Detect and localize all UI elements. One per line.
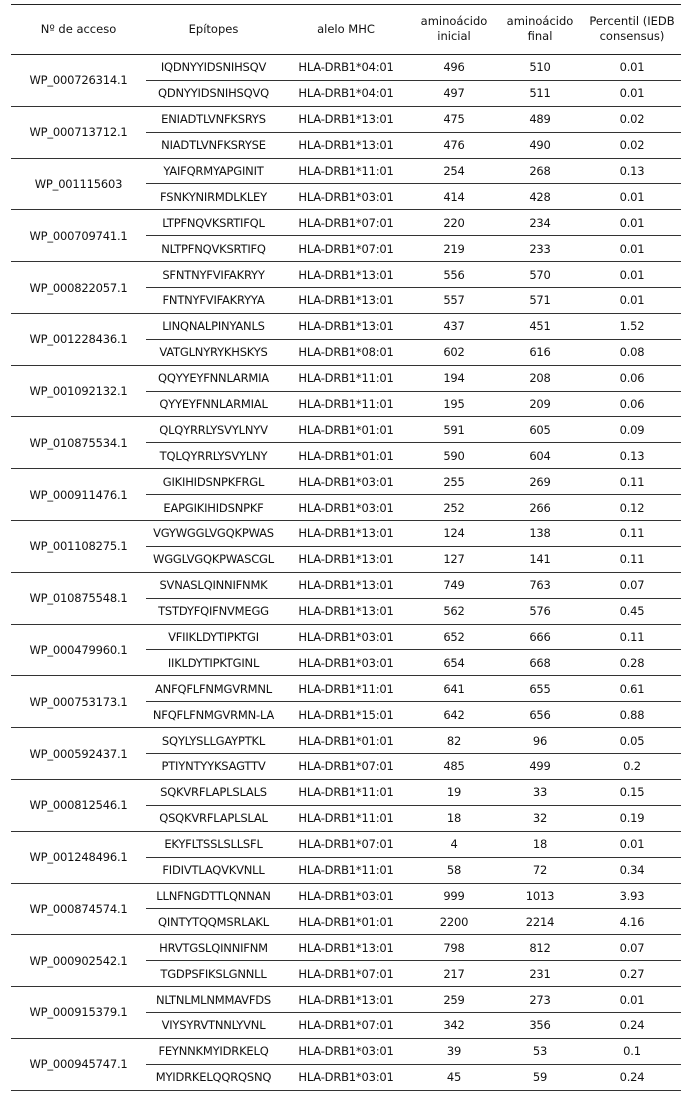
epitope-cell: SVNASLQINNIFNMK — [146, 572, 281, 598]
start-aa-cell: 254 — [411, 158, 497, 184]
start-aa-cell: 590 — [411, 443, 497, 469]
table-row — [11, 210, 681, 236]
accession-cell: WP_001228436.1 — [11, 313, 146, 365]
epitope-cell: QQYYEYFNNLARMIA — [146, 365, 281, 391]
header-row — [11, 4, 681, 55]
mhc-allele-cell: HLA-DRB1*13:01 — [281, 313, 411, 339]
epitope-cell: WGGLVGQKPWASCGL — [146, 546, 281, 572]
mhc-allele-cell: HLA-DRB1*15:01 — [281, 702, 411, 728]
percentile-cell: 0.07 — [583, 572, 681, 598]
table-row — [11, 624, 681, 650]
epitope-cell: QINTYTQQMSRLAKL — [146, 909, 281, 935]
table-row — [11, 728, 681, 754]
start-aa-cell: 476 — [411, 132, 497, 158]
end-aa-cell: 655 — [497, 676, 583, 702]
start-aa-cell: 195 — [411, 391, 497, 417]
start-aa-cell: 220 — [411, 210, 497, 236]
end-aa-cell: 428 — [497, 184, 583, 210]
table-row — [11, 417, 681, 443]
end-aa-cell: 59 — [497, 1064, 583, 1090]
percentile-cell: 0.01 — [583, 987, 681, 1013]
start-aa-cell: 496 — [411, 55, 497, 81]
table-row — [11, 935, 681, 961]
percentile-cell: 0.01 — [583, 80, 681, 106]
start-aa-cell: 45 — [411, 1064, 497, 1090]
percentile-cell: 0.13 — [583, 158, 681, 184]
mhc-allele-cell: HLA-DRB1*11:01 — [281, 805, 411, 831]
mhc-allele-cell: HLA-DRB1*07:01 — [281, 831, 411, 857]
start-aa-cell: 497 — [411, 80, 497, 106]
start-aa-cell: 641 — [411, 676, 497, 702]
percentile-cell: 0.02 — [583, 132, 681, 158]
table-row — [11, 469, 681, 495]
percentile-cell: 0.01 — [583, 184, 681, 210]
start-aa-cell: 2200 — [411, 909, 497, 935]
mhc-allele-cell: HLA-DRB1*01:01 — [281, 728, 411, 754]
table-row — [11, 521, 681, 547]
mhc-allele-cell: HLA-DRB1*13:01 — [281, 935, 411, 961]
end-aa-cell: 233 — [497, 236, 583, 262]
percentile-cell: 0.24 — [583, 1064, 681, 1090]
table-row — [11, 313, 681, 339]
header-start-aa: aminoácido inicial — [411, 4, 497, 55]
mhc-allele-cell: HLA-DRB1*03:01 — [281, 469, 411, 495]
start-aa-cell: 19 — [411, 779, 497, 805]
accession-cell: WP_000915379.1 — [11, 987, 146, 1039]
header-mhc-allele: alelo MHC — [281, 4, 411, 55]
epitope-cell: TQLQYRRLYSVYLNY — [146, 443, 281, 469]
end-aa-cell: 576 — [497, 598, 583, 624]
start-aa-cell: 4 — [411, 831, 497, 857]
table-row — [11, 572, 681, 598]
mhc-allele-cell: HLA-DRB1*01:01 — [281, 909, 411, 935]
epitope-cell: FSNKYNIRMDLKLEY — [146, 184, 281, 210]
table-row — [11, 831, 681, 857]
end-aa-cell: 208 — [497, 365, 583, 391]
table-header — [11, 4, 681, 55]
end-aa-cell: 356 — [497, 1012, 583, 1038]
mhc-allele-cell: HLA-DRB1*03:01 — [281, 624, 411, 650]
percentile-cell: 0.07 — [583, 935, 681, 961]
mhc-allele-cell: HLA-DRB1*13:01 — [281, 106, 411, 132]
percentile-cell: 0.08 — [583, 339, 681, 365]
percentile-cell: 0.11 — [583, 624, 681, 650]
end-aa-cell: 141 — [497, 546, 583, 572]
accession-cell: WP_000902542.1 — [11, 935, 146, 987]
epitope-cell: EAPGIKIHIDSNPKF — [146, 495, 281, 521]
percentile-cell: 0.34 — [583, 857, 681, 883]
start-aa-cell: 259 — [411, 987, 497, 1013]
mhc-allele-cell: HLA-DRB1*03:01 — [281, 184, 411, 210]
end-aa-cell: 33 — [497, 779, 583, 805]
accession-cell: WP_000945747.1 — [11, 1038, 146, 1090]
percentile-cell: 0.2 — [583, 754, 681, 780]
accession-cell: WP_010875548.1 — [11, 572, 146, 624]
start-aa-cell: 749 — [411, 572, 497, 598]
percentile-cell: 0.19 — [583, 805, 681, 831]
end-aa-cell: 570 — [497, 262, 583, 288]
epitope-cell: VIYSYRVTNNLYVNL — [146, 1012, 281, 1038]
header-epitopes: Epítopes — [146, 4, 281, 55]
accession-cell: WP_000709741.1 — [11, 210, 146, 262]
epitope-cell: QLQYRRLYSVYLNYV — [146, 417, 281, 443]
accession-cell: WP_001248496.1 — [11, 831, 146, 883]
percentile-cell: 0.27 — [583, 961, 681, 987]
mhc-allele-cell: HLA-DRB1*11:01 — [281, 779, 411, 805]
start-aa-cell: 798 — [411, 935, 497, 961]
end-aa-cell: 53 — [497, 1038, 583, 1064]
end-aa-cell: 96 — [497, 728, 583, 754]
end-aa-cell: 510 — [497, 55, 583, 81]
mhc-allele-cell: HLA-DRB1*11:01 — [281, 676, 411, 702]
header-end-aa: aminoácido final — [497, 4, 583, 55]
mhc-allele-cell: HLA-DRB1*07:01 — [281, 236, 411, 262]
end-aa-cell: 32 — [497, 805, 583, 831]
mhc-allele-cell: HLA-DRB1*07:01 — [281, 754, 411, 780]
mhc-allele-cell: HLA-DRB1*03:01 — [281, 495, 411, 521]
mhc-allele-cell: HLA-DRB1*03:01 — [281, 1064, 411, 1090]
start-aa-cell: 124 — [411, 521, 497, 547]
mhc-allele-cell: HLA-DRB1*11:01 — [281, 857, 411, 883]
percentile-cell: 0.02 — [583, 106, 681, 132]
start-aa-cell: 219 — [411, 236, 497, 262]
end-aa-cell: 18 — [497, 831, 583, 857]
table-body — [11, 55, 681, 1091]
end-aa-cell: 604 — [497, 443, 583, 469]
start-aa-cell: 217 — [411, 961, 497, 987]
start-aa-cell: 475 — [411, 106, 497, 132]
mhc-allele-cell: HLA-DRB1*13:01 — [281, 288, 411, 314]
mhc-allele-cell: HLA-DRB1*03:01 — [281, 883, 411, 909]
epitope-cell: MYIDRKELQQRQSNQ — [146, 1064, 281, 1090]
start-aa-cell: 342 — [411, 1012, 497, 1038]
end-aa-cell: 268 — [497, 158, 583, 184]
mhc-allele-cell: HLA-DRB1*13:01 — [281, 987, 411, 1013]
percentile-cell: 0.01 — [583, 262, 681, 288]
end-aa-cell: 656 — [497, 702, 583, 728]
table-row — [11, 158, 681, 184]
start-aa-cell: 255 — [411, 469, 497, 495]
epitope-cell: ENIADTLVNFKSRYS — [146, 106, 281, 132]
end-aa-cell: 234 — [497, 210, 583, 236]
epitope-cell: LTPFNQVKSRTIFQL — [146, 210, 281, 236]
mhc-allele-cell: HLA-DRB1*11:01 — [281, 391, 411, 417]
percentile-cell: 0.61 — [583, 676, 681, 702]
end-aa-cell: 266 — [497, 495, 583, 521]
percentile-cell: 0.01 — [583, 831, 681, 857]
accession-cell: WP_001115603 — [11, 158, 146, 210]
mhc-allele-cell: HLA-DRB1*13:01 — [281, 132, 411, 158]
end-aa-cell: 231 — [497, 961, 583, 987]
percentile-cell: 0.06 — [583, 391, 681, 417]
epitope-table — [11, 4, 681, 1091]
epitope-cell: GIKIHIDSNPKFRGL — [146, 469, 281, 495]
start-aa-cell: 252 — [411, 495, 497, 521]
percentile-cell: 0.11 — [583, 521, 681, 547]
percentile-cell: 0.11 — [583, 546, 681, 572]
percentile-cell: 0.01 — [583, 288, 681, 314]
percentile-cell: 0.1 — [583, 1038, 681, 1064]
mhc-allele-cell: HLA-DRB1*07:01 — [281, 961, 411, 987]
epitope-cell: EKYFLTSSLSLLSFL — [146, 831, 281, 857]
end-aa-cell: 2214 — [497, 909, 583, 935]
percentile-cell: 0.11 — [583, 469, 681, 495]
start-aa-cell: 556 — [411, 262, 497, 288]
percentile-cell: 0.01 — [583, 210, 681, 236]
start-aa-cell: 18 — [411, 805, 497, 831]
start-aa-cell: 437 — [411, 313, 497, 339]
mhc-allele-cell: HLA-DRB1*04:01 — [281, 80, 411, 106]
start-aa-cell: 654 — [411, 650, 497, 676]
percentile-cell: 0.09 — [583, 417, 681, 443]
percentile-cell: 0.01 — [583, 55, 681, 81]
end-aa-cell: 273 — [497, 987, 583, 1013]
epitope-cell: SFNTNYFVIFAKRYY — [146, 262, 281, 288]
epitope-cell: TSTDYFQIFNVMEGG — [146, 598, 281, 624]
end-aa-cell: 499 — [497, 754, 583, 780]
percentile-cell: 0.01 — [583, 236, 681, 262]
mhc-allele-cell: HLA-DRB1*13:01 — [281, 262, 411, 288]
end-aa-cell: 605 — [497, 417, 583, 443]
epitope-cell: LINQNALPINYANLS — [146, 313, 281, 339]
end-aa-cell: 72 — [497, 857, 583, 883]
mhc-allele-cell: HLA-DRB1*04:01 — [281, 55, 411, 81]
start-aa-cell: 127 — [411, 546, 497, 572]
table-row — [11, 262, 681, 288]
epitope-cell: NFQFLFNMGVRMN-LA — [146, 702, 281, 728]
mhc-allele-cell: HLA-DRB1*13:01 — [281, 521, 411, 547]
start-aa-cell: 82 — [411, 728, 497, 754]
percentile-cell: 0.45 — [583, 598, 681, 624]
end-aa-cell: 763 — [497, 572, 583, 598]
table-row — [11, 779, 681, 805]
accession-cell: WP_000812546.1 — [11, 779, 146, 831]
accession-cell: WP_000479960.1 — [11, 624, 146, 676]
end-aa-cell: 511 — [497, 80, 583, 106]
epitope-cell: TGDPSFIKSLGNNLL — [146, 961, 281, 987]
epitope-cell: IQDNYYIDSNIHSQV — [146, 55, 281, 81]
start-aa-cell: 999 — [411, 883, 497, 909]
start-aa-cell: 58 — [411, 857, 497, 883]
mhc-allele-cell: HLA-DRB1*07:01 — [281, 1012, 411, 1038]
accession-cell: WP_000911476.1 — [11, 469, 146, 521]
epitope-cell: IIKLDYTIPKTGINL — [146, 650, 281, 676]
mhc-allele-cell: HLA-DRB1*07:01 — [281, 210, 411, 236]
start-aa-cell: 485 — [411, 754, 497, 780]
mhc-allele-cell: HLA-DRB1*03:01 — [281, 650, 411, 676]
start-aa-cell: 414 — [411, 184, 497, 210]
percentile-cell: 3.93 — [583, 883, 681, 909]
accession-cell: WP_000753173.1 — [11, 676, 146, 728]
end-aa-cell: 616 — [497, 339, 583, 365]
start-aa-cell: 652 — [411, 624, 497, 650]
epitope-cell: QDNYYIDSNIHSQVQ — [146, 80, 281, 106]
table-row — [11, 365, 681, 391]
mhc-allele-cell: HLA-DRB1*11:01 — [281, 158, 411, 184]
epitope-cell: VFIIKLDYTIPKTGI — [146, 624, 281, 650]
start-aa-cell: 39 — [411, 1038, 497, 1064]
accession-cell: WP_000874574.1 — [11, 883, 146, 935]
end-aa-cell: 269 — [497, 469, 583, 495]
start-aa-cell: 642 — [411, 702, 497, 728]
mhc-allele-cell: HLA-DRB1*08:01 — [281, 339, 411, 365]
accession-cell: WP_000592437.1 — [11, 728, 146, 780]
table-row — [11, 55, 681, 81]
epitope-cell: VATGLNYRYKHSKYS — [146, 339, 281, 365]
mhc-allele-cell: HLA-DRB1*01:01 — [281, 443, 411, 469]
epitope-cell: NIADTLVNFKSRYSE — [146, 132, 281, 158]
accession-cell: WP_001092132.1 — [11, 365, 146, 417]
epitope-cell: LLNFNGDTTLQNNAN — [146, 883, 281, 909]
table-row — [11, 676, 681, 702]
mhc-allele-cell: HLA-DRB1*01:01 — [281, 417, 411, 443]
end-aa-cell: 490 — [497, 132, 583, 158]
epitope-cell: PTIYNTYYKSAGTTV — [146, 754, 281, 780]
end-aa-cell: 209 — [497, 391, 583, 417]
epitope-cell: QYYEYFNNLARMIAL — [146, 391, 281, 417]
epitope-cell: NLTPFNQVKSRTIFQ — [146, 236, 281, 262]
percentile-cell: 0.28 — [583, 650, 681, 676]
epitope-cell: ANFQFLFNMGVRMNL — [146, 676, 281, 702]
start-aa-cell: 591 — [411, 417, 497, 443]
percentile-cell: 0.88 — [583, 702, 681, 728]
percentile-cell: 1.52 — [583, 313, 681, 339]
mhc-allele-cell: HLA-DRB1*13:01 — [281, 598, 411, 624]
epitope-cell: FNTNYFVIFAKRYYA — [146, 288, 281, 314]
epitope-cell: VGYWGGLVGQKPWAS — [146, 521, 281, 547]
end-aa-cell: 451 — [497, 313, 583, 339]
percentile-cell: 0.12 — [583, 495, 681, 521]
end-aa-cell: 489 — [497, 106, 583, 132]
start-aa-cell: 557 — [411, 288, 497, 314]
epitope-cell: FEYNNKMYIDRKELQ — [146, 1038, 281, 1064]
end-aa-cell: 666 — [497, 624, 583, 650]
percentile-cell: 0.06 — [583, 365, 681, 391]
accession-cell: WP_000822057.1 — [11, 262, 146, 314]
mhc-allele-cell: HLA-DRB1*11:01 — [281, 365, 411, 391]
accession-cell: WP_001108275.1 — [11, 521, 146, 573]
table-top-rule — [11, 4, 681, 5]
epitope-cell: NLTNLMLNMMAVFDS — [146, 987, 281, 1013]
epitope-cell: QSQKVRFLAPLSLAL — [146, 805, 281, 831]
start-aa-cell: 194 — [411, 365, 497, 391]
mhc-allele-cell: HLA-DRB1*13:01 — [281, 572, 411, 598]
percentile-cell: 0.13 — [583, 443, 681, 469]
table-row — [11, 106, 681, 132]
table-row — [11, 883, 681, 909]
header-percentile: Percentil (IEDB consensus) — [583, 4, 681, 55]
epitope-table-container — [11, 4, 681, 1091]
start-aa-cell: 602 — [411, 339, 497, 365]
epitope-cell: FIDIVTLAQVKVNLL — [146, 857, 281, 883]
table-row — [11, 1038, 681, 1064]
end-aa-cell: 571 — [497, 288, 583, 314]
end-aa-cell: 812 — [497, 935, 583, 961]
end-aa-cell: 668 — [497, 650, 583, 676]
end-aa-cell: 138 — [497, 521, 583, 547]
percentile-cell: 0.15 — [583, 779, 681, 805]
epitope-cell: YAIFQRMYAPGINIT — [146, 158, 281, 184]
accession-cell: WP_010875534.1 — [11, 417, 146, 469]
epitope-cell: SQYLYSLLGAYPTKL — [146, 728, 281, 754]
header-accession: Nº de acceso — [11, 4, 146, 55]
table-row — [11, 987, 681, 1013]
epitope-cell: HRVTGSLQINNIFNM — [146, 935, 281, 961]
percentile-cell: 0.05 — [583, 728, 681, 754]
start-aa-cell: 562 — [411, 598, 497, 624]
epitope-cell: SQKVRFLAPLSLALS — [146, 779, 281, 805]
end-aa-cell: 1013 — [497, 883, 583, 909]
percentile-cell: 4.16 — [583, 909, 681, 935]
percentile-cell: 0.24 — [583, 1012, 681, 1038]
accession-cell: WP_000713712.1 — [11, 106, 146, 158]
mhc-allele-cell: HLA-DRB1*13:01 — [281, 546, 411, 572]
accession-cell: WP_000726314.1 — [11, 55, 146, 107]
mhc-allele-cell: HLA-DRB1*03:01 — [281, 1038, 411, 1064]
